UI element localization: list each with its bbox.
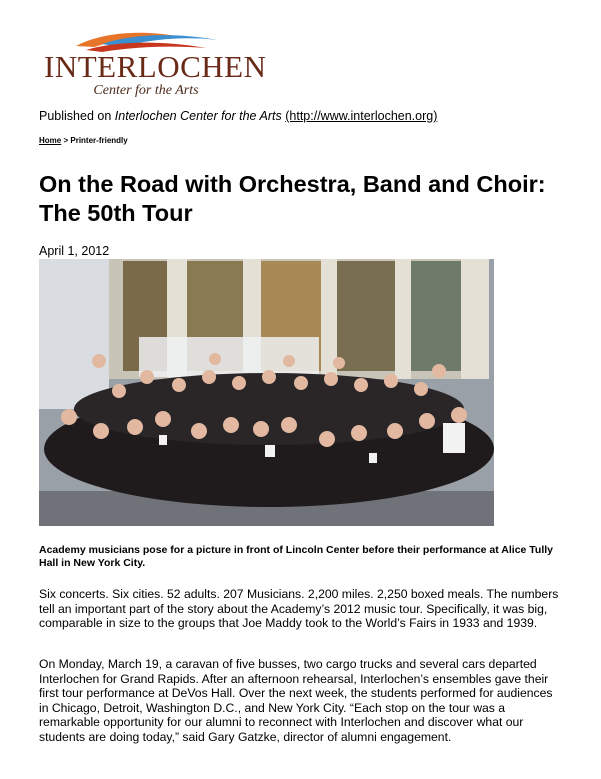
- logo-subtitle: Center for the Arts: [93, 83, 199, 98]
- group-photo-icon: [39, 259, 494, 526]
- breadcrumb-current: Printer-friendly: [70, 136, 128, 145]
- breadcrumb: [39, 136, 128, 146]
- group-photo: [39, 259, 494, 526]
- photo-caption: Academy musicians pose for a picture in front of Lincoln Center before their performance at Alice Tully Hall in New York City.: [39, 544, 554, 569]
- article-paragraph-1: Six concerts. Six cities. 52 adults. 207 Musicians. 2,200 miles. 2,250 boxed meals. The numbers tell an important part of the story about the Academy’s 2012 music tour. Specifically, it was big, comparable in size to the groups that Joe Maddy took to the World’s Fairs in 1933 and 1939.: [39, 587, 559, 630]
- breadcrumb-separator: >: [63, 136, 69, 145]
- logo-wordmark: INTERLOCHEN: [44, 49, 267, 84]
- published-line: [39, 108, 437, 124]
- site-url-link[interactable]: (http://www.interlochen.org): [285, 109, 438, 123]
- published-prefix: Published on: [39, 109, 112, 123]
- interlochen-logo[interactable]: [44, 30, 267, 102]
- article-paragraph-2: On Monday, March 19, a caravan of five busses, two cargo trucks and several cars departed Interlochen for Grand Rapids. After an afternoon rehearsal, Interlochen’s ensembles gave their first tour performance at DeVos Hall. Over the next week, the students performed for audiences in Chicago, Detroit, Washington D.C., and New York City. “Each stop on the tour was a remarkable opportunity for our alumni to reconnect with Interlochen and discover what our students are doing today,” said Gary Gatzke, director of alumni engagement.: [39, 657, 553, 744]
- article-date: April 1, 2012: [39, 244, 110, 258]
- article-title: On the Road with Orchestra, Band and Choir: The 50th Tour: [39, 171, 546, 226]
- site-name: Interlochen Center for the Arts: [114, 109, 282, 123]
- breadcrumb-home-link[interactable]: Home: [39, 136, 62, 145]
